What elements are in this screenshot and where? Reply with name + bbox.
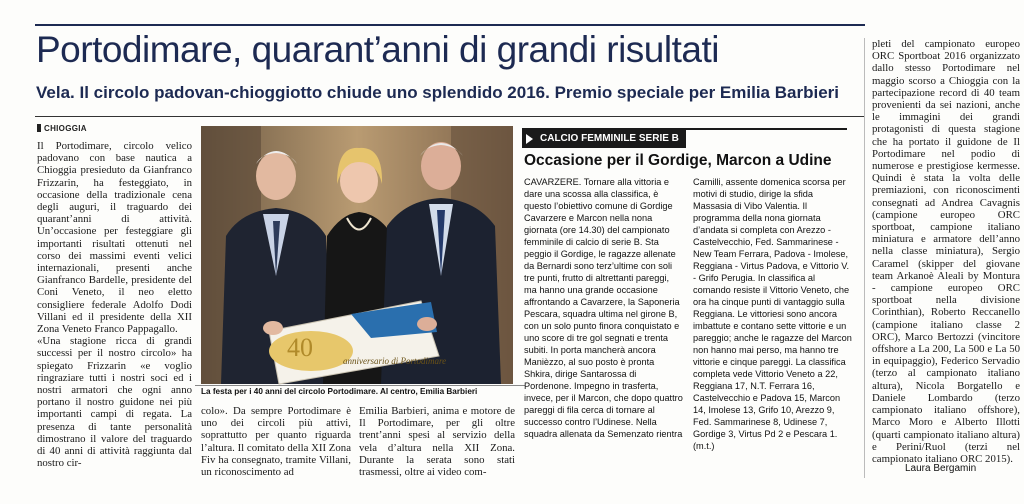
column-separator (864, 38, 865, 478)
kicker-label: CHIOGGIA (44, 124, 87, 133)
kicker-marker-icon (37, 124, 41, 132)
article-column-1 (37, 140, 192, 478)
section-arrow-icon (526, 134, 533, 144)
sidebar-column-2: Camilli, assente domenica scorsa per motivi di studio, dirige la sfida Massasia di Vibo Valentia. Il programma della nona giornata d’andata si completa con Arezzo - Castelvecchio, Fed. Sammarinese - New Team Ferrara, Padova - Imolese, Reggiana - Virtus Padova, e Vittorio V. - Grifo Perugia. In classifica al comando resiste il Vittorio Veneto, che ora ha cinque punti di vantaggio sulla Reggiana. Le vittoriesi sono ancora imbattute e contano sette vittorie e un pareggio; anche le ragazze del Marcon non hanno mai perso, ma hanno tre vittorie e cinque pareggi. La classifica completa vede Vittorio Veneto a 22, Reggiana 17, N.T. Ferrara 16, Castelvecchio e Padova 15, Marcon 14, Imolese 13, Grifo 10, Arezzo 9, Fed. Sammarinese 8, Udinese 7, Gordige 3, Virtus Pd 2 e Pescara 1. (m.t.) (693, 177, 852, 451)
caption-divider (195, 385, 525, 386)
article-column-4: pleti del campionato europeo ORC Sportboat 2016 organizzato dallo stesso Portodimare nel maggio scorso a Chioggia con la partecipazione record di 40 team provenienti da sei nazioni, anche le immagini dei grandi protagonisti di questa stagione che ha portato il guidone de Il Portodimare nel podio di numerose e prestigiose kermesse. Quindi è stata la volta delle premiazioni, con riconoscimenti consegnati ad Andrea Cavagnis (campione europeo ORC sportboat, campione italiano miniatura e armatore dell’anno nella classe miniatura), Sergio Caramel (skipper del giovane team Arkanoè Aleali by Montura - campione europeo ORC sportboat nella divisione Corinthian), Roberto Reccanello (campione italiano classe 2 ORC), Marco Bertozzi (vincitore offshore a La 200, La 500 e La 50 in equipaggio), Federico Servadio (terzo al campionato italiano altura), Nicola Borgatello e Daniele Lombardo (terzo campionato italiano offshore), Marco Moro e Alberto Illotti (quarti campionato italiano altura) e Perini/Ruol (terzi nel campionato italiano ORC 2015). (872, 38, 1020, 465)
top-rule (35, 24, 865, 26)
event-photo (201, 126, 513, 384)
header-divider (35, 116, 865, 117)
sidebar-section-band (522, 130, 686, 148)
photo-caption: La festa per i 40 anni del circolo Portodimare. Al centro, Emilia Barbieri (201, 387, 478, 396)
author-signature: Laura Bergamin (905, 463, 977, 474)
cake-number-text: 40 (287, 333, 313, 362)
sidebar-title: Occasione per il Gordige, Marcon a Udine (524, 152, 832, 169)
photo-illustration (201, 126, 513, 384)
article-column-3: Emilia Barbieri, anima e motore de Il Portodimare, per gli oltre trent’anni spesi al servizio della vela d’altura nella XII Zona. Durante la serata sono stati trasmessi, oltre ai video com- (359, 405, 515, 479)
sidebar-section-label: CALCIO FEMMINILE SERIE B (540, 133, 679, 144)
article-paragraph-2: «Una stagione ricca di grandi successi per il nostro circolo» ha spiegato Frizzarin «e voglio ringraziare tutti i nostri soci ed i nostri armatori che ogni anno portano il nostro guidone nei più importanti campi di regata. La presenza di tante personalità dimostrano il valore del traguardo di 40 anni di attività raggiunta dal nostro cir- (37, 335, 192, 470)
article-column-2: colo». Da sempre Portodimare è uno dei circoli più attivi, soprattutto per quanto riguarda l’altura. Il comitato della XII Zona Fiv ha consegnato, tramite Villani, un riconoscimento ad (201, 405, 351, 479)
sidebar-column-1: CAVARZERE. Tornare alla vittoria e dare una scossa alla classifica, è questo l’obiettivo comune di Gordige Cavarzere e Marcon nella nona giornata (ore 14.30) del campionato femminile di calcio di serie B. Sta peggio il Gordige, le ragazze allenate da Bernardi sono terz’ultime con soli tre punti, frutto di altrettanti pareggi, ma hanno una grande occasione affrontando a Cavarzere, la Saponeria Pescara, squadra ultima nel girone B, con un solo punto finora conquistato e uno score di tre gol segnati e trenta subiti. In porta mancherà ancora Manièzzo, al suo posto è pronta Shkira, dirige Santarossa di Pordenone. Impegno in trasferta, invece, per il Marcon, che dopo quattro pareggi di fila cerca di tornare al successo contro l’Udinese. Nella squadra allenata da Semenzato rientra (524, 177, 683, 439)
article-headline: Portodimare, quarant’anni di grandi risultati (36, 29, 719, 70)
article-paragraph-1: Il Portodimare, circolo velico padovano con base nautica a Chioggia presieduto da Gianfranco Frizzarin, ha festeggiato, in occasione della tradizionale cena degli auguri, il traguardo dei quarant’anni di attività. Un’occasione per festeggiare gli importanti risultati ottenuti nel corso dei massimi eventi velici internazionali, presenti anche Gianfranco Bardelle, presidente del Coni Veneto, il neo eletto consigliere federale Adolfo Dodi Villani ed il presidente della XII Zona Veneto Franco Pappagallo. (37, 140, 192, 336)
cake-inscription-text: anniversario di Portodimare (343, 356, 447, 366)
article-kicker (37, 124, 87, 133)
article-subheadline: Vela. Il circolo padovan-chioggiotto chiude uno splendido 2016. Premio speciale per Emilia Barbieri (36, 83, 839, 102)
